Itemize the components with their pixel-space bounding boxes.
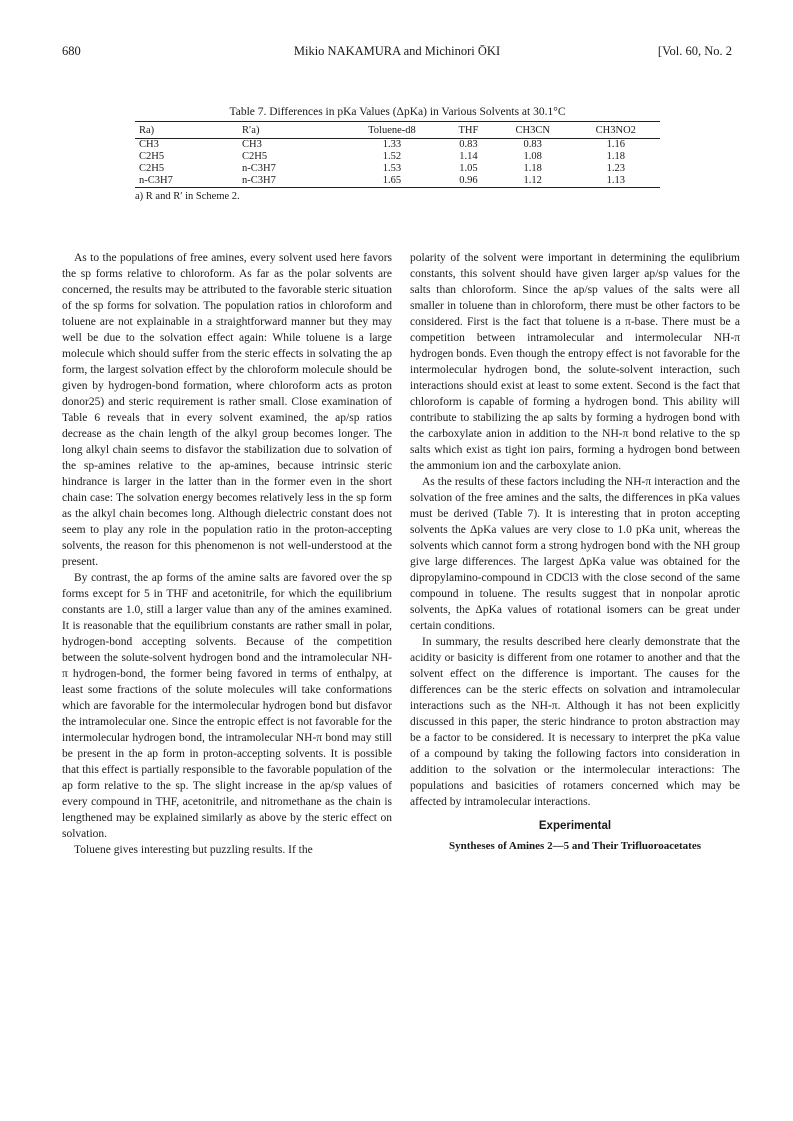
table-cell: 1.52	[382, 151, 402, 162]
table-cell: 1.05	[459, 163, 478, 174]
table-cell: 1.18	[523, 163, 542, 174]
paragraph: polarity of the solvent were important in determining the equlibrium constants, this solvent should have given larger ap/sp values for the salts than chloroform. Since the ap/sp values of the salts were all smaller in toluene than in chloroform, there must be other factors to be considered. First is the fact that toluene is a π-base. There must be a competition between intramolecular and intermolecular NH-π hydrogen bonds. Even though the entropy effect is not favorable for the intermolecular hydrogen bond, the solute-solvent interaction, such interactions should exist at least to some extent. Second is the fact that chloroform is capable of forming a hydrogen bond. This ability will contribute to stabilizing the ap salts by forming a hydrogen bond with the carboxylate anion in addition to the NH-π bond relative to the sp salts which exist as tight ion pairs, forming a hydrogen bond between the ammonium ion and the carboxylate anion.	[410, 252, 740, 472]
col-header: R′a)	[238, 122, 341, 139]
table-cell: CH3	[139, 139, 159, 150]
table-cell: 1.65	[341, 175, 443, 188]
table-cell: 1.08	[523, 151, 542, 162]
col-header: CH3CN	[494, 122, 572, 139]
table-row	[135, 151, 660, 163]
table-cell: 1.12	[494, 175, 572, 188]
table-cell: 1.13	[572, 175, 660, 188]
table-cell: 1.33	[382, 139, 402, 150]
table-cell: C2H5	[139, 163, 165, 174]
table-7	[135, 106, 660, 202]
left-column	[62, 250, 392, 858]
table-row	[135, 163, 660, 175]
table-cell: 1.14	[459, 151, 478, 162]
table-cell: CH3	[242, 139, 262, 150]
table-cell: 0.83	[523, 139, 542, 150]
col-header: CH3NO2	[572, 122, 660, 139]
paragraph: As to the populations of free amines, every solvent used here favors the sp forms relative to chloroform. As far as the polar solvents are concerned, the results may be attributed to the favorable steric situation of the sp forms for solvation. The population ratios in chloroform and toluene are not explainable in a straightforward manner but they may well be due to the solvation effect again: While toluene is a large molecule which should suffer from the steric effects in solvating the ap form, the largest solvation effect by the chloroform molecule should be given by hydrogen-bond formation, where chloroform acts as proton donor25) and steric requirement is rather small. Close examination of Table 6 reveals that in every solvent examined, the ap/sp ratios decrease as the chain length of the alkyl group becomes longer. The long alkyl chain seems to disfavor the stabilization due to solvation of the sp-amines relative to the ap-amines, because intrinsic steric hindrance is larger in the latter than in the former even in the short chain case: The solvation energy becomes relatively less in the sp form as the alkyl chain becomes long. Although dielectric constant does not seem to play any role in the population ratio in the proton-accepting solvents, the reason for this phenomenon is not well-understood at the present.	[62, 252, 392, 568]
table-caption: Table 7. Differences in pKa Values (ΔpKa) in Various Solvents at 30.1°C	[229, 106, 566, 118]
paragraph: By contrast, the ap forms of the amine salts are favored over the sp forms except for 5 in THF and acetonitrile, for which the equilibrium constants are 1.0, still a larger value than any of the amines examined. It is reasonable that the equilibrium constants are rather small in polar, hydrogen-bond accepting solvents. Because of the competition between the solute-solvent hydrogen bond and the intramolecular NH-π hydrogen-bond, the former being favored in terms of enthalpy, at least some fractions of the solute molecules will take conformations which are favorable for the intermolecular hydrogen bond but disfavor the intramolecular one. Since the entropic effect is not favorable for the intermolecular hydrogen bond, the intramolecular NH-π bond may still be present in the ap form in proton-accepting solvents. It is possible that this effect is partially responsible to the favorable population of the ap form relative to the sp. The slight increase in the ap/sp values of every compound in THF, acetonitrile, and nitromethane as the chain is lengthened may be explained similarly as above by the steric effect on solvation.	[62, 572, 392, 840]
paragraph: In summary, the results described here clearly demonstrate that the acidity or basicity is different from one rotamer to another and that the solvent effect on the difference is important. The causes for the differences can be the steric effects on solvation and intramolecular interactions such as the NH-π. Although it has not been explicitly discussed in this paper, the steric hindrance to proton abstraction may be a factor to be considered. It is necessary to interpret the pKa value of a compound by taking the following factors into consideration in addition to the solvation or the intermolecular interactions: The populations and basicities of rotamers concerned which may be affected by intramolecular interactions.	[410, 636, 740, 808]
page-header	[62, 44, 732, 64]
table-cell: C2H5	[242, 151, 268, 162]
col-header: Toluene-d8	[341, 122, 443, 139]
section-title: Experimental	[538, 820, 612, 832]
running-authors: Mikio NAKAMURA and Michinori ŌKI	[293, 44, 501, 58]
table-cell: n-C3H7	[238, 175, 341, 188]
right-column	[410, 250, 740, 854]
paragraph: As the results of these factors including the NH-π interaction and the solvation of the free amines and the salts, the differences in pKa values must be derived (Table 7). It is interesting that in proton accepting solvents the ΔpKa values are very close to 1.0 pKa unit, whereas the solvents which cannot form a strong hydrogen bond with the NH group give large differences. The largest ΔpKa value was obtained for the dipropylamino-compound in CDCl3 with the close second of the same compound in toluene. The results suggest that in nonpolar aprotic solvents, the ΔpKa values of rotational isomers can be great under certain conditions.	[410, 476, 740, 632]
table-row	[135, 139, 660, 152]
col-header: Ra)	[135, 122, 238, 139]
table-cell: n-C3H7	[135, 175, 238, 188]
table-row	[135, 175, 660, 188]
table-cell: 1.18	[606, 151, 625, 162]
paragraph: Toluene gives interesting but puzzling results. If the	[74, 844, 313, 856]
table-cell: C2H5	[139, 151, 165, 162]
table-header-row	[135, 122, 660, 139]
table-cell: 0.83	[459, 139, 478, 150]
table-cell: 1.53	[382, 163, 402, 174]
table-cell: 1.23	[606, 163, 625, 174]
page-number: 680	[62, 44, 81, 58]
col-header: THF	[443, 122, 494, 139]
table-cell: 0.96	[443, 175, 494, 188]
data-table	[135, 121, 660, 188]
table-cell: 1.16	[606, 139, 625, 150]
subsection-title: Syntheses of Amines 2—5 and Their Trifluoroacetates	[449, 840, 701, 852]
volume-info: [Vol. 60, No. 2	[657, 44, 732, 58]
table-cell: n-C3H7	[242, 163, 276, 174]
table-footnote: a) R and R′ in Scheme 2.	[135, 191, 240, 202]
